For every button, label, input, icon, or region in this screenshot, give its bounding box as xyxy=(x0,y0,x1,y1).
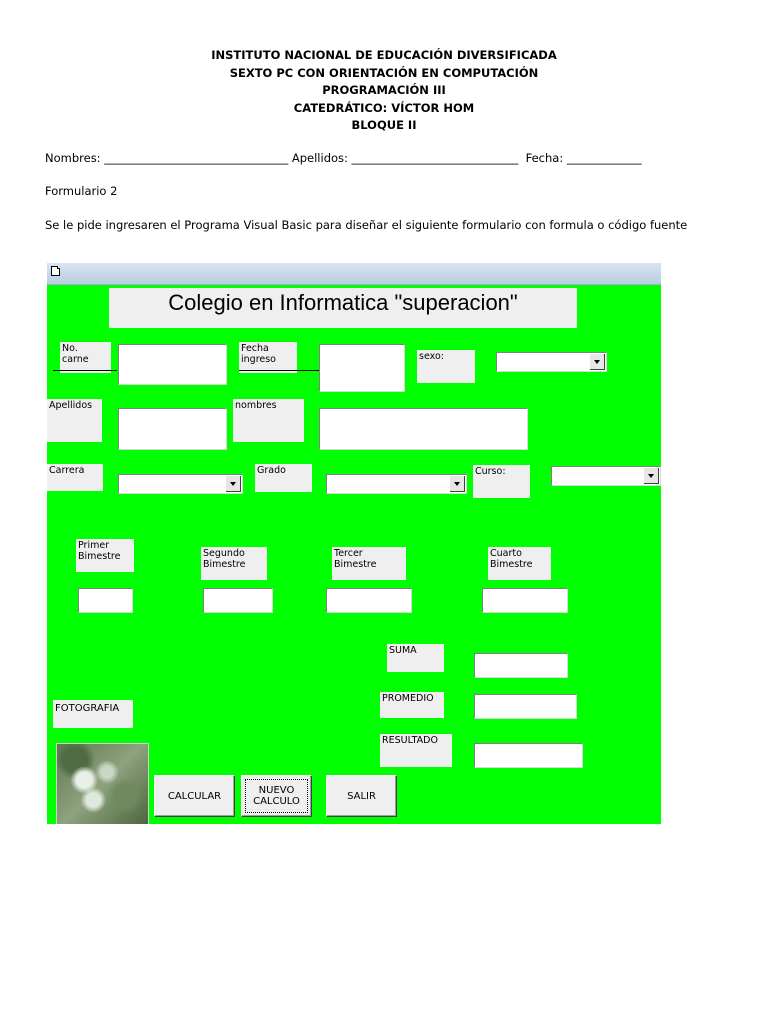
fecha-field: Fecha: _____________ xyxy=(518,151,642,165)
resultado-label: RESULTADO xyxy=(380,734,452,767)
curso-select[interactable] xyxy=(551,466,661,486)
header-block: BLOQUE II xyxy=(351,118,417,132)
chevron-down-icon[interactable] xyxy=(450,476,465,492)
fecha-ingreso-input[interactable] xyxy=(319,344,405,392)
resultado-input[interactable] xyxy=(474,743,583,768)
apellidos-label: Apellidos xyxy=(47,399,102,442)
promedio-label: PROMEDIO xyxy=(380,692,444,718)
document-header xyxy=(0,47,768,135)
apellidos-field: Apellidos: _____________________________ xyxy=(288,151,519,165)
carrera-select[interactable] xyxy=(118,474,243,494)
segundo-bimestre-input[interactable] xyxy=(203,588,273,613)
chevron-down-icon[interactable] xyxy=(644,468,659,484)
window-titlebar[interactable] xyxy=(47,263,661,285)
vb-form-window xyxy=(47,263,661,824)
form-title-label: Colegio en Informatica "superacion" xyxy=(109,288,577,328)
nombres-input[interactable] xyxy=(319,408,528,450)
cuarto-bimestre-input[interactable] xyxy=(482,588,568,613)
header-institution: INSTITUTO NACIONAL DE EDUCACIÓN DIVERSIFICADA xyxy=(211,48,557,62)
no-carne-input[interactable] xyxy=(118,344,227,385)
photo-picture xyxy=(56,743,149,824)
fecha-ingreso-label: Fecha ingreso xyxy=(239,342,297,373)
calcular-button[interactable]: CALCULAR xyxy=(154,775,235,817)
sexo-select[interactable] xyxy=(496,352,607,372)
tercer-bimestre-label: Tercer Bimestre xyxy=(332,547,406,580)
nombres-field: Nombres: ________________________________ xyxy=(45,151,289,165)
no-carne-line xyxy=(53,370,117,371)
header-grade: SEXTO PC CON ORIENTACIÓN EN COMPUTACIÓN xyxy=(229,65,539,80)
header-course: PROGRAMACIÓN III xyxy=(322,83,446,97)
instruction-text: Se le pide ingresaren el Programa Visual Basic para diseñar el siguiente formulario con formula o código fuente xyxy=(45,218,688,232)
no-carne-label: No. carne xyxy=(60,342,111,373)
grado-label: Grado xyxy=(255,464,312,492)
chevron-down-icon[interactable] xyxy=(226,476,241,492)
header-teacher: CATEDRÁTICO: VÍCTOR HOM xyxy=(293,100,475,115)
promedio-input[interactable] xyxy=(474,694,577,719)
nuevo-calculo-button[interactable]: NUEVO CALCULO xyxy=(241,775,312,817)
curso-label: Curso: xyxy=(473,465,530,498)
primer-bimestre-input[interactable] xyxy=(78,588,133,613)
cuarto-bimestre-label: Cuarto Bimestre xyxy=(488,547,551,580)
fotografia-label: FOTOGRAFIA xyxy=(53,700,133,728)
tercer-bimestre-input[interactable] xyxy=(326,588,412,613)
salir-button[interactable]: SALIR xyxy=(326,775,397,817)
primer-bimestre-label: Primer Bimestre xyxy=(76,539,134,572)
sexo-label: sexo: xyxy=(417,350,475,383)
fecha-ingreso-line xyxy=(239,370,319,371)
apellidos-input[interactable] xyxy=(118,408,227,450)
chevron-down-icon[interactable] xyxy=(590,354,605,370)
student-info-line xyxy=(45,151,642,165)
nombres-label: nombres xyxy=(233,399,304,442)
segundo-bimestre-label: Segundo Bimestre xyxy=(201,547,267,580)
suma-label: SUMA xyxy=(387,644,444,672)
grado-select[interactable] xyxy=(326,474,467,494)
suma-input[interactable] xyxy=(474,653,568,678)
form-icon xyxy=(51,268,60,276)
carrera-label: Carrera xyxy=(47,464,103,491)
form-subtitle: Formulario 2 xyxy=(45,184,118,198)
